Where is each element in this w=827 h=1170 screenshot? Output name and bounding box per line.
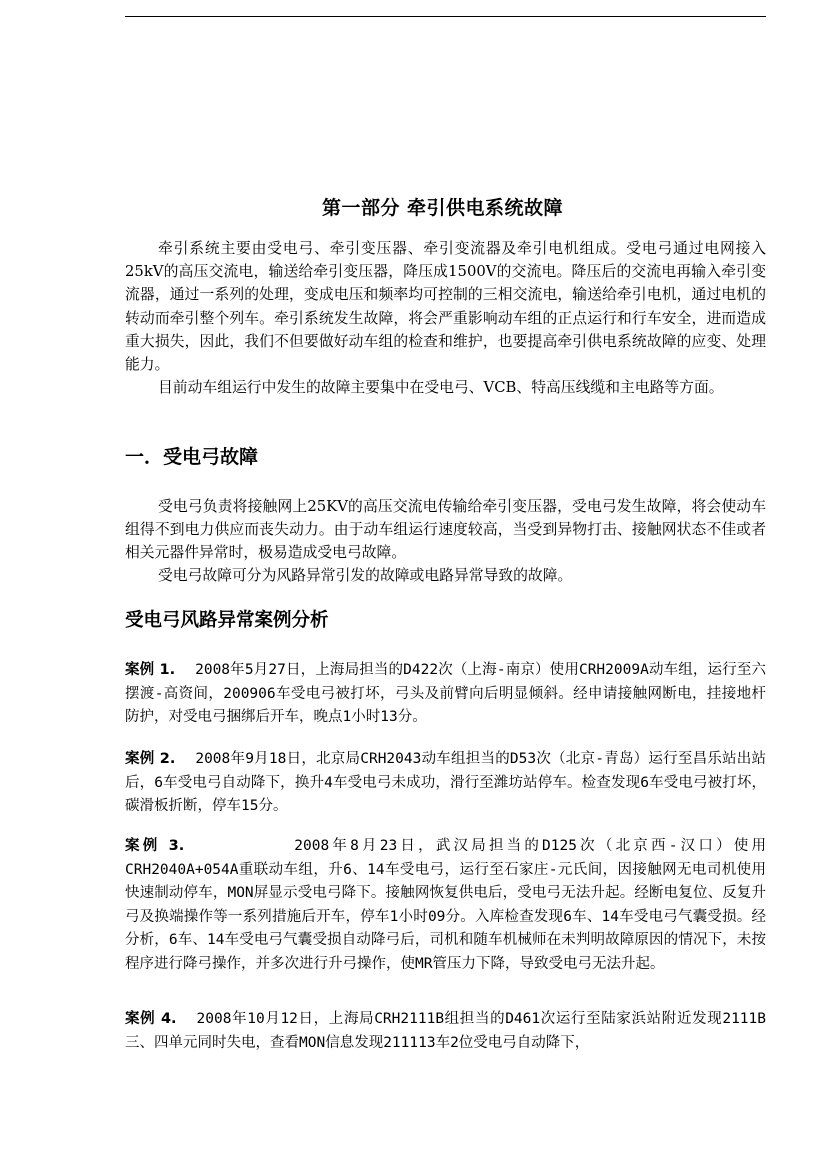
intro-paragraph-2: 目前动车组运行中发生的故障主要集中在受电弓、VCB、特高压线缆和主电路等方面。 <box>158 379 724 396</box>
case-item <box>125 1008 766 1055</box>
case-text: 2008年10月12日，上海局CRH2111B组担当的D461次运行至陆家浜站附近发现2111B三、四单元同时失电，查看MON信息发现211113车2位受电弓自动降下， <box>125 1011 766 1051</box>
case-text: 2008年5月27日，上海局担当的D422次（上海-南京）使用CRH2009A动车组，运行至六摆渡-高资间，200906车受电弓被打坏，弓头及前臂向后明显倾斜。经申请接触网断电，挂接地杆防护，对受电弓捆绑后开车，晚点1小时13分。 <box>125 662 767 726</box>
header-rule <box>125 16 766 17</box>
case-text: 2008年8月23日，武汉局担当的D125次（北京西-汉口）使用CRH2040A+054A重联动车组，升6、14车受电弓，运行至石家庄-元氏间，因接触网无电司机使用快速制动停车，MON屏显示受电弓降下。接触网恢复供电后，受电弓无法升起。经断电复位、反复升弓及换端操作等一系列措施后开车，停车1小时09分。入库检查发现6车、14车受电弓气囊受损。经分析，6车、14车受电弓气囊受损自动降弓后，司机和随车机械师在未判明故障原因的情况下，未按程序进行降弓操作，并多次进行升弓操作，使MR管压力下降，导致受电弓无法升起。 <box>125 838 766 972</box>
intro-paragraph-1: 牵引系统主要由受电弓、牵引变压器、牵引变流器及牵引电机组成。受电弓通过电网接入25kV的高压交流电，输送给牵引变压器，降压成1500V的交流电。降压后的交流电再输入牵引变流器，通过一系列的处理，变成电压和频率均可控制的三相交流电，输送给牵引电机，通过电机的转动而牵引整个列车。牵引系统发生故障，将会严重影响动车组的正点运行和行车安全，进而造成重大损失，因此，我们不但要做好动车组的检查和维护，也要提高牵引供电系统故障的应变、处理能力。 <box>125 240 766 374</box>
case-text: 2008年9月18日，北京局CRH2043动车组担当的D53次（北京-青岛）运行至昌乐站出站后，6车受电弓自动降下，换升4车受电弓未成功，滑行至潍坊站停车。检查发现6车受电弓被打坏，碳滑板折断，停车15分。 <box>125 751 766 815</box>
case-label: 案例 1. <box>125 662 176 678</box>
case-label: 案例 4. <box>125 1011 177 1027</box>
case-label: 案例 3. <box>125 838 185 854</box>
case-item <box>125 659 766 730</box>
section-heading: 一．受电弓故障 <box>125 446 259 468</box>
section-paragraph-2: 受电弓故障可分为风路异常引发的故障或电路异常导致的故障。 <box>158 567 573 584</box>
section-paragraph-1: 受电弓负责将接触网上25KV的高压交流电传输给牵引变压器，受电弓发生故障，将会使动车组得不到电力供应而丧失动力。由于动车组运行速度较高，当受到异物打击、接触网状态不佳或者相关元器件异常时，极易造成受电弓故障。 <box>125 498 766 562</box>
page-title: 第一部分 牵引供电系统故障 <box>321 196 564 219</box>
subsection-heading: 受电弓风路异常案例分析 <box>125 610 329 631</box>
case-item <box>125 835 766 977</box>
case-label: 案例 2. <box>125 751 176 767</box>
case-item <box>125 748 766 819</box>
